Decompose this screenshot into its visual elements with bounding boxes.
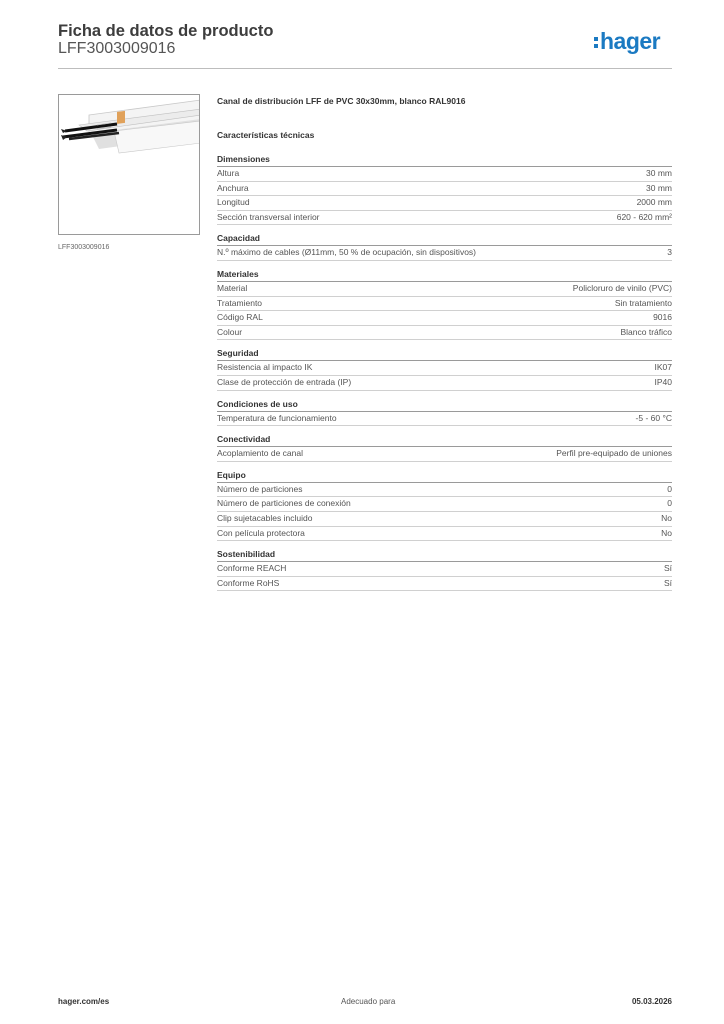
spec-label: Con película protectora [217, 527, 305, 538]
spec-label: N.º máximo de cables (Ø11mm, 50 % de ocupación, sin dispositivos) [217, 247, 477, 258]
footer-note: Adecuado para [341, 997, 396, 1006]
spec-section [217, 154, 672, 225]
spec-row [217, 447, 672, 462]
spec-value: 620 - 620 mm² [616, 211, 672, 222]
spec-value: -5 - 60 °C [635, 412, 672, 423]
spec-value: Sí [663, 577, 672, 588]
spec-section [217, 233, 672, 261]
spec-value: Perfil pre-equipado de uniones [556, 448, 672, 459]
section-title: Seguridad [217, 348, 672, 361]
spec-label: Altura [217, 168, 240, 178]
spec-value: Blanco tráfico [620, 326, 672, 337]
cable-duct-illustration [59, 95, 200, 235]
spec-section [217, 399, 672, 427]
spec-label: Conforme RoHS [217, 577, 280, 588]
section-title: Equipo [217, 470, 672, 483]
spec-value: No [661, 527, 672, 538]
spec-value: 0 [667, 483, 672, 494]
spec-value: 9016 [653, 312, 672, 323]
spec-row [217, 361, 672, 376]
spec-row [217, 282, 672, 297]
spec-label: Resistencia al impacto IK [217, 362, 313, 373]
spec-value: 30 mm [646, 168, 672, 178]
logo-text: hager [600, 28, 661, 54]
footer-website: hager.com/es [58, 997, 110, 1006]
spec-row [217, 211, 672, 226]
spec-value: IP40 [654, 376, 672, 387]
spec-row [217, 311, 672, 326]
spec-label: Material [217, 282, 248, 293]
spec-row [217, 412, 672, 427]
spec-value: No [661, 512, 672, 523]
logo-colon-icon [594, 35, 598, 49]
spec-label: Acoplamiento de canal [217, 448, 304, 459]
hager-logo [594, 28, 660, 55]
section-title: Conectividad [217, 434, 672, 447]
spec-sheet [217, 96, 672, 599]
product-code-heading: LFF3003009016 [58, 40, 176, 57]
spec-value: 0 [667, 498, 672, 509]
spec-label: Número de particiones de conexión [217, 498, 351, 509]
spec-label: Número de particiones [217, 483, 303, 494]
spec-label: Código RAL [217, 312, 263, 323]
section-title: Dimensiones [217, 154, 672, 167]
spec-row [217, 196, 672, 211]
spec-sections [217, 154, 672, 591]
product-image [58, 94, 200, 235]
section-title: Materiales [217, 269, 672, 282]
spec-label: Clase de protección de entrada (IP) [217, 376, 352, 387]
spec-label: Conforme REACH [217, 563, 287, 574]
spec-label: Anchura [217, 182, 249, 193]
spec-row [217, 577, 672, 592]
spec-section [217, 470, 672, 541]
technical-characteristics-heading: Características técnicas [217, 130, 315, 140]
spec-row [217, 376, 672, 391]
product-title: Canal de distribución LFF de PVC 30x30mm, blanco RAL9016 [217, 96, 466, 106]
spec-label: Clip sujetacables incluido [217, 512, 313, 523]
spec-value: 2000 mm [636, 197, 672, 208]
spec-row [217, 512, 672, 527]
section-title: Condiciones de uso [217, 399, 672, 412]
spec-row [217, 167, 672, 182]
spec-section [217, 348, 672, 390]
section-title: Capacidad [217, 233, 672, 246]
spec-value: 30 mm [646, 182, 672, 193]
spec-section [217, 434, 672, 462]
spec-row [217, 527, 672, 542]
spec-row [217, 497, 672, 512]
spec-label: Longitud [217, 197, 250, 208]
spec-label: Colour [217, 326, 243, 337]
spec-row [217, 326, 672, 341]
spec-section [217, 269, 672, 340]
spec-value: 3 [667, 247, 672, 258]
spec-row [217, 182, 672, 197]
spec-value: IK07 [654, 362, 672, 373]
header-divider [58, 68, 672, 69]
spec-label: Tratamiento [217, 297, 263, 308]
spec-row [217, 297, 672, 312]
spec-value: Sin tratamiento [614, 297, 672, 308]
spec-row [217, 246, 672, 261]
spec-row [217, 562, 672, 577]
section-title: Sostenibilidad [217, 549, 672, 562]
page-title: Ficha de datos de producto [58, 22, 274, 40]
spec-section [217, 549, 672, 591]
spec-value: Policloruro de vinilo (PVC) [572, 282, 672, 293]
footer-date: 05.03.2026 [631, 997, 672, 1006]
image-caption: LFF3003009016 [58, 244, 110, 251]
spec-row [217, 483, 672, 498]
spec-value: Sí [663, 563, 672, 574]
spec-label: Sección transversal interior [217, 211, 320, 222]
spec-label: Temperatura de funcionamiento [217, 412, 337, 423]
